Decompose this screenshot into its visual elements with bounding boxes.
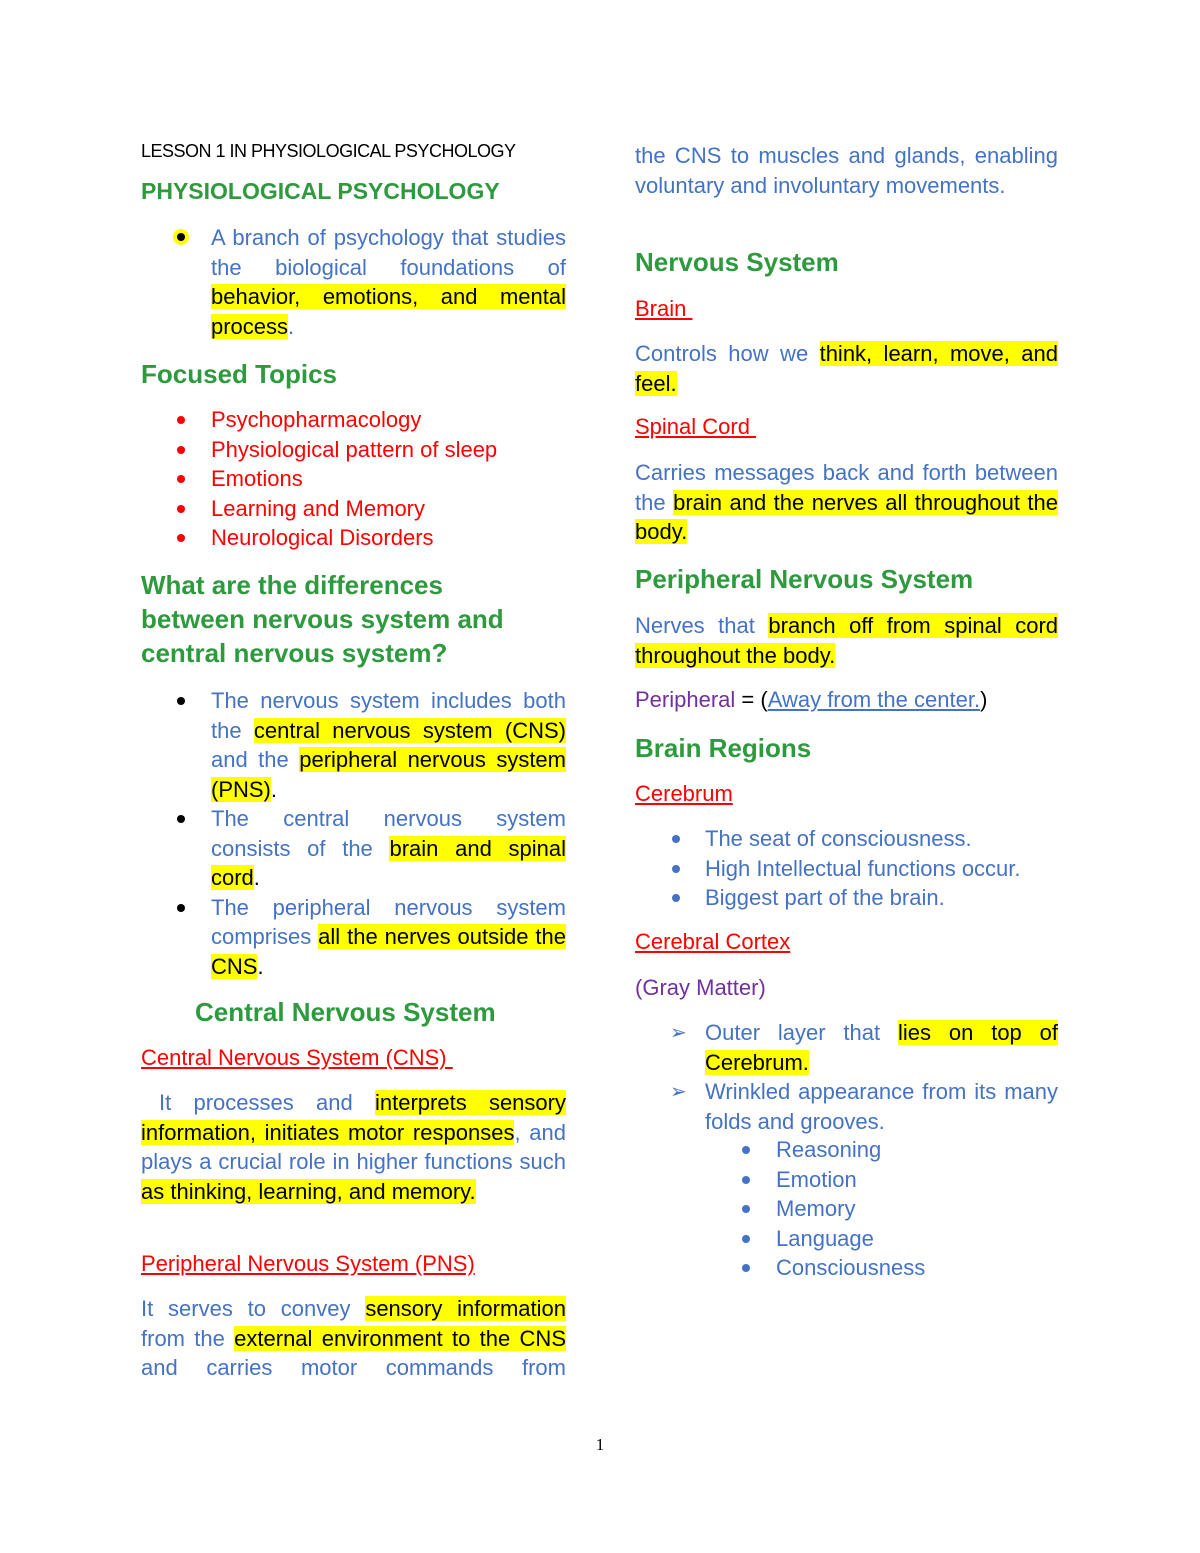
bullet-icon: [177, 815, 185, 823]
arrow-bullet-icon: ➢: [670, 1079, 687, 1103]
cns-link[interactable]: Central Nervous System (CNS): [141, 1045, 453, 1070]
bullet-icon: [672, 835, 680, 843]
list-item: ➢ Outer layer that lies on top of Cerebrum.: [670, 1020, 1058, 1075]
brain-paragraph: Controls how we think, learn, move, and feel.: [635, 341, 1058, 396]
bullet-icon: [742, 1235, 750, 1243]
list-item: Consciousness: [635, 1253, 1058, 1283]
list-item: Learning and Memory: [141, 494, 566, 524]
list-item: Memory: [635, 1194, 1058, 1224]
bullet-icon: [742, 1205, 750, 1213]
page-number: 1: [595, 1435, 605, 1454]
bullet-icon: [177, 475, 185, 483]
nervous-system-heading: Nervous System: [635, 247, 839, 277]
cortex-functions-list: [635, 1135, 1058, 1283]
bullet-icon: [177, 233, 185, 241]
focused-topics-heading: Focused Topics: [141, 359, 337, 389]
cns-paragraph: It processes and interprets sensory information, initiates motor responses, and plays a crucial role in higher functions such as thinking, learning, and memory.: [141, 1090, 566, 1204]
pns-heading: Peripheral Nervous System: [635, 564, 974, 594]
pns-paragraph-continued: the CNS to muscles and glands, enabling voluntary and involuntary movements.: [635, 143, 1058, 198]
gray-matter-label: (Gray Matter): [635, 975, 766, 1000]
list-item: Physiological pattern of sleep: [141, 435, 566, 465]
cerebrum-list: [635, 824, 1058, 913]
pns-paragraph: It serves to convey sensory information from the external environment to the CNS and carries motor commands from: [141, 1296, 566, 1380]
bullet-icon: [742, 1146, 750, 1154]
definition-item: [141, 223, 566, 341]
bullet-icon: [177, 416, 185, 424]
spinal-cord-link[interactable]: Spinal Cord: [635, 414, 757, 439]
list-item: The seat of consciousness.: [635, 824, 1058, 854]
list-item: Emotions: [141, 464, 566, 494]
definition-highlight: behavior, emotions, and mental process: [211, 284, 566, 339]
list-item: Emotion: [635, 1165, 1058, 1195]
bullet-icon: [742, 1176, 750, 1184]
list-item: Neurological Disorders: [141, 523, 566, 553]
list-item: The nervous system includes both the central nervous system (CNS) and the peripheral nervous system (PNS).: [141, 686, 566, 804]
list-item: Psychopharmacology: [141, 405, 566, 435]
pns-link[interactable]: Peripheral Nervous System (PNS): [141, 1251, 475, 1276]
bullet-icon: [177, 534, 185, 542]
cerebral-cortex-link[interactable]: Cerebral Cortex: [635, 929, 791, 954]
cortex-list: [635, 1018, 1058, 1136]
definition-text: A branch of psychology that studies the biological foundations of behavior, emotions, and mental process.: [211, 225, 566, 339]
lesson-title: LESSON 1 IN PHYSIOLOGICAL PSYCHOLOGY: [141, 141, 516, 161]
list-item: Reasoning: [635, 1135, 1058, 1165]
away-from-center-link[interactable]: Away from the center.: [767, 687, 981, 712]
spinal-cord-paragraph: Carries messages back and forth between the brain and the nerves all throughout the body.: [635, 460, 1058, 544]
bullet-icon: [672, 865, 680, 873]
bullet-icon: [177, 505, 185, 513]
list-item: The peripheral nervous system comprises all the nerves outside the CNS.: [141, 893, 566, 982]
focused-topics-list: [141, 405, 566, 553]
bullet-icon: [177, 697, 185, 705]
differences-heading: What are the differences between nervous system and central nervous system?: [141, 570, 504, 668]
bullet-icon: [742, 1264, 750, 1272]
cns-heading: Central Nervous System: [195, 997, 496, 1027]
bullet-icon: [672, 894, 680, 902]
bullet-icon: [177, 904, 185, 912]
cerebrum-link[interactable]: Cerebrum: [635, 781, 733, 806]
differences-list: [141, 686, 566, 981]
physiological-heading: PHYSIOLOGICAL PSYCHOLOGY: [141, 178, 500, 204]
arrow-bullet-icon: ➢: [670, 1020, 687, 1044]
list-item: Language: [635, 1224, 1058, 1254]
brain-regions-heading: Brain Regions: [635, 733, 812, 763]
list-item: The central nervous system consists of the brain and spinal cord.: [141, 804, 566, 893]
brain-link[interactable]: Brain: [635, 296, 693, 321]
bullet-icon: [177, 446, 185, 454]
list-item: High Intellectual functions occur.: [635, 854, 1058, 884]
list-item: ➢ Wrinkled appearance from its many folds and grooves.: [670, 1079, 1058, 1134]
pns-definition: Nerves that branch off from spinal cord throughout the body.: [635, 613, 1059, 668]
peripheral-definition: Peripheral = (Away from the center.): [635, 687, 988, 712]
list-item: Biggest part of the brain.: [635, 883, 1058, 913]
